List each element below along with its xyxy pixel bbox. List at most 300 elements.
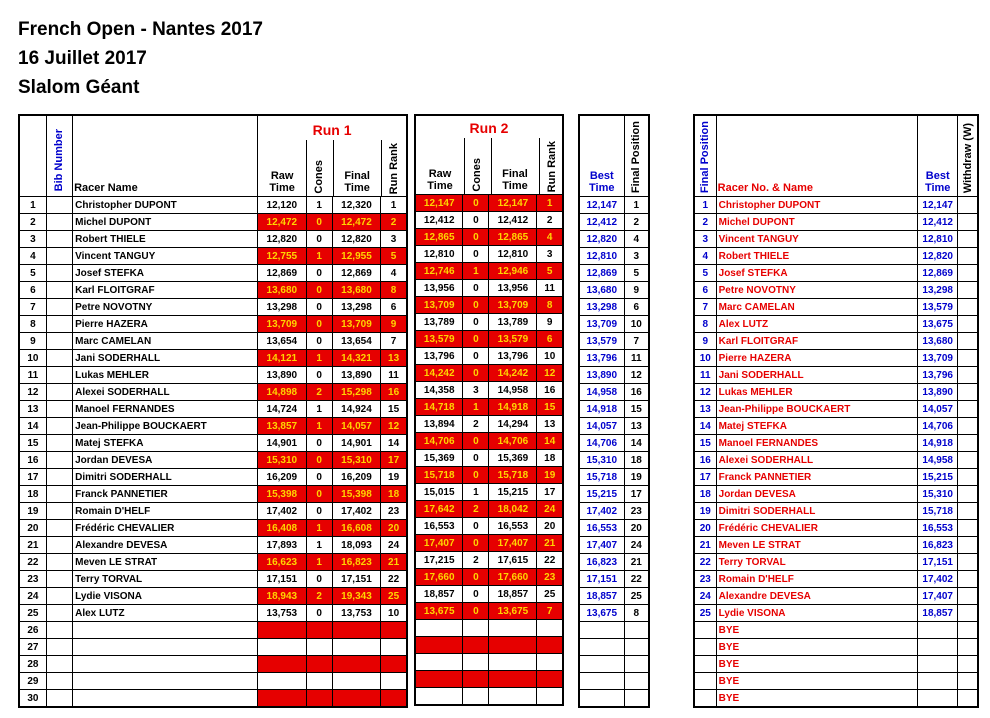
standing-row bbox=[694, 350, 978, 367]
standing-best-time: 17,402 bbox=[918, 571, 958, 588]
withdraw-cell bbox=[958, 418, 978, 435]
standing-row bbox=[694, 690, 978, 708]
run1-raw-time: 17,402 bbox=[258, 503, 306, 520]
table-row bbox=[415, 348, 563, 365]
table-row bbox=[579, 231, 649, 248]
best-time: 13,579 bbox=[579, 333, 624, 350]
standing-best-time: 18,857 bbox=[918, 605, 958, 622]
run1-cell bbox=[381, 673, 407, 690]
standing-position: 11 bbox=[694, 367, 716, 384]
standing-position: 2 bbox=[694, 214, 716, 231]
run1-raw-time: 15,398 bbox=[258, 486, 306, 503]
run2-rank: 14 bbox=[537, 433, 563, 450]
withdraw-cell bbox=[958, 316, 978, 333]
run1-rank: 20 bbox=[381, 520, 407, 537]
run2-raw-time: 17,642 bbox=[415, 501, 463, 518]
run2-cell bbox=[537, 637, 563, 654]
run2-raw-time: 12,810 bbox=[415, 246, 463, 263]
standing-racer-name: Lydie VISONA bbox=[716, 605, 917, 622]
withdraw-cell bbox=[958, 214, 978, 231]
col-bib: Bib Number bbox=[46, 115, 72, 197]
withdraw-cell bbox=[958, 197, 978, 214]
bib-cell bbox=[46, 554, 72, 571]
best-time: 12,810 bbox=[579, 248, 624, 265]
racer-name: Marc CAMELAN bbox=[73, 333, 258, 350]
run2-final-time: 14,294 bbox=[489, 416, 537, 433]
racer-name: Matej STEFKA bbox=[73, 435, 258, 452]
best-time-cell bbox=[579, 690, 624, 708]
standing-best-time: 13,579 bbox=[918, 299, 958, 316]
run2-raw-time: 12,147 bbox=[415, 195, 463, 212]
racer-name: Jordan DEVESA bbox=[73, 452, 258, 469]
run1-raw-time: 13,753 bbox=[258, 605, 306, 622]
run2-cell bbox=[489, 688, 537, 706]
table-row bbox=[579, 214, 649, 231]
run2-raw-time: 12,865 bbox=[415, 229, 463, 246]
table-row bbox=[579, 248, 649, 265]
standing-position: 21 bbox=[694, 537, 716, 554]
standing-racer-name: Pierre HAZERA bbox=[716, 350, 917, 367]
standing-row bbox=[694, 520, 978, 537]
withdraw-cell bbox=[958, 605, 978, 622]
run1-raw-time: 12,120 bbox=[258, 197, 306, 214]
withdraw-cell bbox=[958, 231, 978, 248]
run2-raw-time: 17,660 bbox=[415, 569, 463, 586]
run1-final-time: 14,924 bbox=[332, 401, 380, 418]
run1-final-time: 15,398 bbox=[332, 486, 380, 503]
table-row bbox=[415, 229, 563, 246]
run2-cones: 0 bbox=[463, 535, 489, 552]
run1-header bbox=[258, 115, 407, 197]
run1-raw-time: 13,654 bbox=[258, 333, 306, 350]
final-position: 18 bbox=[624, 452, 649, 469]
run1-rank: 21 bbox=[381, 554, 407, 571]
bib-cell bbox=[46, 605, 72, 622]
table-row bbox=[415, 535, 563, 552]
run2-final-time: 14,958 bbox=[489, 382, 537, 399]
run1-rank: 14 bbox=[381, 435, 407, 452]
standing-row bbox=[694, 214, 978, 231]
run1-rank: 3 bbox=[381, 231, 407, 248]
bib-cell bbox=[46, 571, 72, 588]
table-row bbox=[579, 316, 649, 333]
racer-name: Lydie VISONA bbox=[73, 588, 258, 605]
standing-racer-name: Alexei SODERHALL bbox=[716, 452, 917, 469]
run2-final-time: 18,857 bbox=[489, 586, 537, 603]
col-racer-no-name: Racer No. & Name bbox=[716, 115, 917, 197]
row-number: 12 bbox=[19, 384, 46, 401]
run1-rank: 15 bbox=[381, 401, 407, 418]
run1-final-time: 14,901 bbox=[332, 435, 380, 452]
table-row bbox=[415, 195, 563, 212]
table-row bbox=[19, 486, 407, 503]
run2-cones: 0 bbox=[463, 433, 489, 450]
col-withdraw: Withdraw (W) bbox=[958, 115, 978, 197]
run1-rank-label: Run Rank bbox=[381, 140, 407, 196]
standing-racer-name: Jean-Philippe BOUCKAERT bbox=[716, 401, 917, 418]
run2-final-time: 13,956 bbox=[489, 280, 537, 297]
run2-rank-label: Run Rank bbox=[539, 138, 563, 194]
row-number: 2 bbox=[19, 214, 46, 231]
run2-cones: 0 bbox=[463, 195, 489, 212]
row-number: 23 bbox=[19, 571, 46, 588]
standing-row bbox=[694, 299, 978, 316]
final-position: 16 bbox=[624, 384, 649, 401]
row-number: 11 bbox=[19, 367, 46, 384]
run1-cell bbox=[258, 622, 306, 639]
standing-position: 23 bbox=[694, 571, 716, 588]
standing-best-time: 15,718 bbox=[918, 503, 958, 520]
table-row bbox=[19, 469, 407, 486]
table-row bbox=[19, 452, 407, 469]
standing-racer-name: Vincent TANGUY bbox=[716, 231, 917, 248]
withdraw-cell bbox=[958, 401, 978, 418]
event-discipline: Slalom Géant bbox=[18, 77, 140, 98]
standing-best-time: 13,298 bbox=[918, 282, 958, 299]
standing-position: 22 bbox=[694, 554, 716, 571]
table-row bbox=[19, 622, 407, 639]
table-row bbox=[415, 688, 563, 706]
table-row bbox=[579, 197, 649, 214]
row-number: 22 bbox=[19, 554, 46, 571]
row-number: 10 bbox=[19, 350, 46, 367]
table-row bbox=[415, 569, 563, 586]
run1-final-time: 13,298 bbox=[332, 299, 380, 316]
run1-raw-time: 15,310 bbox=[258, 452, 306, 469]
table-row bbox=[19, 605, 407, 622]
table-row bbox=[579, 554, 649, 571]
run1-raw-time: 13,680 bbox=[258, 282, 306, 299]
table-row bbox=[579, 605, 649, 622]
run2-final-time: 17,660 bbox=[489, 569, 537, 586]
racer-name: Terry TORVAL bbox=[73, 571, 258, 588]
standing-row bbox=[694, 622, 978, 639]
standing-row bbox=[694, 503, 978, 520]
run1-raw-time: 12,472 bbox=[258, 214, 306, 231]
standing-row bbox=[694, 384, 978, 401]
standing-position: 9 bbox=[694, 333, 716, 350]
standing-position: 1 bbox=[694, 197, 716, 214]
run1-final-time: 13,709 bbox=[332, 316, 380, 333]
best-time: 14,706 bbox=[579, 435, 624, 452]
final-position: 21 bbox=[624, 554, 649, 571]
table-row bbox=[19, 401, 407, 418]
withdraw-cell bbox=[958, 367, 978, 384]
bib-cell bbox=[46, 316, 72, 333]
racer-name: Meven LE STRAT bbox=[73, 554, 258, 571]
withdraw-cell bbox=[958, 639, 978, 656]
run2-raw-time: 13,675 bbox=[415, 603, 463, 620]
standing-best-time: 13,709 bbox=[918, 350, 958, 367]
run2-final-time: 12,412 bbox=[489, 212, 537, 229]
row-number: 19 bbox=[19, 503, 46, 520]
best-time: 14,918 bbox=[579, 401, 624, 418]
best-time-cell bbox=[579, 639, 624, 656]
run2-cones: 0 bbox=[463, 450, 489, 467]
best-time: 16,553 bbox=[579, 520, 624, 537]
standing-row bbox=[694, 231, 978, 248]
run2-raw-time: 13,789 bbox=[415, 314, 463, 331]
bib-cell bbox=[46, 690, 72, 708]
run1-raw-time: 12,869 bbox=[258, 265, 306, 282]
run2-cell bbox=[415, 620, 463, 637]
table-row bbox=[415, 484, 563, 501]
run1-rank: 6 bbox=[381, 299, 407, 316]
col-best-time: Best Time bbox=[579, 115, 624, 197]
run1-rank: 24 bbox=[381, 537, 407, 554]
run2-rank: 1 bbox=[537, 195, 563, 212]
run1-raw-time: 16,623 bbox=[258, 554, 306, 571]
run2-final-time: 13,579 bbox=[489, 331, 537, 348]
racer-name: Josef STEFKA bbox=[73, 265, 258, 282]
withdraw-cell bbox=[958, 248, 978, 265]
standing-best-time: 15,310 bbox=[918, 486, 958, 503]
row-number: 28 bbox=[19, 656, 46, 673]
run2-final-time: 15,215 bbox=[489, 484, 537, 501]
racer-name: Alexei SODERHALL bbox=[73, 384, 258, 401]
table-row bbox=[19, 384, 407, 401]
table-row bbox=[579, 435, 649, 452]
run2-cones: 2 bbox=[463, 552, 489, 569]
run1-raw-time: 13,298 bbox=[258, 299, 306, 316]
standing-row bbox=[694, 435, 978, 452]
final-position: 22 bbox=[624, 571, 649, 588]
run2-final-label: Final Time bbox=[502, 168, 528, 192]
run1-cell bbox=[258, 673, 306, 690]
bib-cell bbox=[46, 622, 72, 639]
table-row bbox=[579, 333, 649, 350]
withdraw-cell bbox=[958, 299, 978, 316]
run1-cones: 1 bbox=[306, 350, 332, 367]
event-title: French Open - Nantes 2017 bbox=[18, 19, 263, 40]
table-row bbox=[579, 622, 649, 639]
best-time: 15,310 bbox=[579, 452, 624, 469]
run1-cones: 0 bbox=[306, 503, 332, 520]
run1-final-time: 16,823 bbox=[332, 554, 380, 571]
table-row bbox=[579, 350, 649, 367]
run2-cell bbox=[537, 688, 563, 706]
final-position: 12 bbox=[624, 367, 649, 384]
run1-raw-time: 16,209 bbox=[258, 469, 306, 486]
bib-cell bbox=[46, 656, 72, 673]
withdraw-cell bbox=[958, 537, 978, 554]
standing-best-time: 12,412 bbox=[918, 214, 958, 231]
row-number: 27 bbox=[19, 639, 46, 656]
standing-racer-name: BYE bbox=[716, 673, 917, 690]
table-row bbox=[19, 418, 407, 435]
run2-raw-time: 12,412 bbox=[415, 212, 463, 229]
standing-racer-name: BYE bbox=[716, 639, 917, 656]
run2-raw-time: 13,579 bbox=[415, 331, 463, 348]
withdraw-cell bbox=[958, 350, 978, 367]
run2-cell bbox=[463, 688, 489, 706]
run2-cell bbox=[415, 654, 463, 671]
run2-final-time: 14,918 bbox=[489, 399, 537, 416]
run2-rank: 9 bbox=[537, 314, 563, 331]
standing-position: 15 bbox=[694, 435, 716, 452]
table-row bbox=[415, 212, 563, 229]
run2-final-time: 17,407 bbox=[489, 535, 537, 552]
standing-row bbox=[694, 605, 978, 622]
standing-best-time: 14,918 bbox=[918, 435, 958, 452]
run1-cones: 0 bbox=[306, 282, 332, 299]
run2-cell bbox=[489, 620, 537, 637]
run1-final-time: 16,209 bbox=[332, 469, 380, 486]
run2-final-time: 15,369 bbox=[489, 450, 537, 467]
standing-racer-name: Jordan DEVESA bbox=[716, 486, 917, 503]
final-position-cell bbox=[624, 673, 649, 690]
run1-final-time: 19,343 bbox=[332, 588, 380, 605]
run1-rank: 22 bbox=[381, 571, 407, 588]
standing-row bbox=[694, 367, 978, 384]
table-row bbox=[579, 367, 649, 384]
run2-raw-time: 14,718 bbox=[415, 399, 463, 416]
run2-raw-time: 16,553 bbox=[415, 518, 463, 535]
row-number: 21 bbox=[19, 537, 46, 554]
run1-final-label: Final Time bbox=[344, 170, 370, 194]
run2-cones: 0 bbox=[463, 603, 489, 620]
table-row bbox=[19, 520, 407, 537]
run2-rank: 17 bbox=[537, 484, 563, 501]
racer-name: Jean-Philippe BOUCKAERT bbox=[73, 418, 258, 435]
run1-rank: 7 bbox=[381, 333, 407, 350]
table-row bbox=[579, 265, 649, 282]
run1-rank: 25 bbox=[381, 588, 407, 605]
standing-best-time bbox=[918, 622, 958, 639]
table-row bbox=[579, 673, 649, 690]
standing-best-time: 14,958 bbox=[918, 452, 958, 469]
run2-raw-time: 15,015 bbox=[415, 484, 463, 501]
racer-name: Jani SODERHALL bbox=[73, 350, 258, 367]
racer-name-cell bbox=[73, 622, 258, 639]
run2-final-time: 17,615 bbox=[489, 552, 537, 569]
table-row bbox=[415, 450, 563, 467]
run2-cones-label: Cones bbox=[464, 138, 492, 194]
standing-row bbox=[694, 401, 978, 418]
table-row bbox=[19, 435, 407, 452]
run1-final-time: 16,608 bbox=[332, 520, 380, 537]
best-time: 17,151 bbox=[579, 571, 624, 588]
final-position: 2 bbox=[624, 214, 649, 231]
bib-cell bbox=[46, 588, 72, 605]
run2-final-time: 16,553 bbox=[489, 518, 537, 535]
standing-best-time: 16,553 bbox=[918, 520, 958, 537]
standing-row bbox=[694, 282, 978, 299]
standing-position: 16 bbox=[694, 452, 716, 469]
bib-cell bbox=[46, 367, 72, 384]
standing-row bbox=[694, 469, 978, 486]
table-row bbox=[415, 280, 563, 297]
table-row bbox=[415, 416, 563, 433]
table-row bbox=[19, 282, 407, 299]
run2-cones: 1 bbox=[463, 399, 489, 416]
run1-raw-time: 14,901 bbox=[258, 435, 306, 452]
run1-rank: 2 bbox=[381, 214, 407, 231]
racer-name: Vincent TANGUY bbox=[73, 248, 258, 265]
row-number: 24 bbox=[19, 588, 46, 605]
run1-cell bbox=[381, 639, 407, 656]
run2-cones: 0 bbox=[463, 229, 489, 246]
final-position-cell bbox=[624, 622, 649, 639]
best-time-cell bbox=[579, 673, 624, 690]
bib-cell bbox=[46, 486, 72, 503]
standing-position: 14 bbox=[694, 418, 716, 435]
run2-rank: 22 bbox=[537, 552, 563, 569]
run1-raw-time: 16,408 bbox=[258, 520, 306, 537]
table-row bbox=[19, 316, 407, 333]
row-number: 6 bbox=[19, 282, 46, 299]
best-time: 13,680 bbox=[579, 282, 624, 299]
run1-raw-time: 18,943 bbox=[258, 588, 306, 605]
withdraw-cell bbox=[958, 622, 978, 639]
col-standing-best: Best Time bbox=[918, 115, 958, 197]
run1-raw-time: 14,724 bbox=[258, 401, 306, 418]
table-row bbox=[19, 350, 407, 367]
table-row bbox=[19, 673, 407, 690]
run2-final-time: 13,709 bbox=[489, 297, 537, 314]
standing-racer-name: Lukas MEHLER bbox=[716, 384, 917, 401]
standing-position: 19 bbox=[694, 503, 716, 520]
run1-rank: 12 bbox=[381, 418, 407, 435]
run2-cones: 1 bbox=[463, 484, 489, 501]
run2-rank: 7 bbox=[537, 603, 563, 620]
table-row bbox=[19, 231, 407, 248]
row-number: 4 bbox=[19, 248, 46, 265]
run2-final-time: 14,242 bbox=[489, 365, 537, 382]
run2-final-time: 12,946 bbox=[489, 263, 537, 280]
standing-position: 17 bbox=[694, 469, 716, 486]
bib-cell bbox=[46, 673, 72, 690]
racer-name-cell bbox=[73, 639, 258, 656]
run1-rank: 18 bbox=[381, 486, 407, 503]
standing-best-time: 13,890 bbox=[918, 384, 958, 401]
run2-raw-time: 13,894 bbox=[415, 416, 463, 433]
event-date: 16 Juillet 2017 bbox=[18, 48, 147, 69]
withdraw-cell bbox=[958, 588, 978, 605]
table-row bbox=[579, 656, 649, 673]
run1-cones-label: Cones bbox=[306, 140, 334, 196]
run1-cell bbox=[306, 690, 332, 708]
best-time: 13,796 bbox=[579, 350, 624, 367]
standing-row bbox=[694, 588, 978, 605]
standing-racer-name: Franck PANNETIER bbox=[716, 469, 917, 486]
run2-rank: 24 bbox=[537, 501, 563, 518]
row-number: 14 bbox=[19, 418, 46, 435]
run1-final-time: 12,820 bbox=[332, 231, 380, 248]
standing-row bbox=[694, 316, 978, 333]
row-number: 13 bbox=[19, 401, 46, 418]
run2-cones: 0 bbox=[463, 518, 489, 535]
table-row bbox=[415, 467, 563, 484]
run1-final-time: 12,955 bbox=[332, 248, 380, 265]
run2-cell bbox=[463, 620, 489, 637]
standing-racer-name: Terry TORVAL bbox=[716, 554, 917, 571]
run2-rank: 25 bbox=[537, 586, 563, 603]
run1-cones: 1 bbox=[306, 520, 332, 537]
run2-cell bbox=[537, 654, 563, 671]
run1-rank: 5 bbox=[381, 248, 407, 265]
row-number: 3 bbox=[19, 231, 46, 248]
run2-cell bbox=[463, 671, 489, 688]
standing-racer-name: Josef STEFKA bbox=[716, 265, 917, 282]
standing-position bbox=[694, 656, 716, 673]
run2-rank: 10 bbox=[537, 348, 563, 365]
run1-rank: 8 bbox=[381, 282, 407, 299]
run1-cones: 0 bbox=[306, 265, 332, 282]
standing-best-time: 12,810 bbox=[918, 231, 958, 248]
standing-position bbox=[694, 690, 716, 708]
final-position: 4 bbox=[624, 231, 649, 248]
